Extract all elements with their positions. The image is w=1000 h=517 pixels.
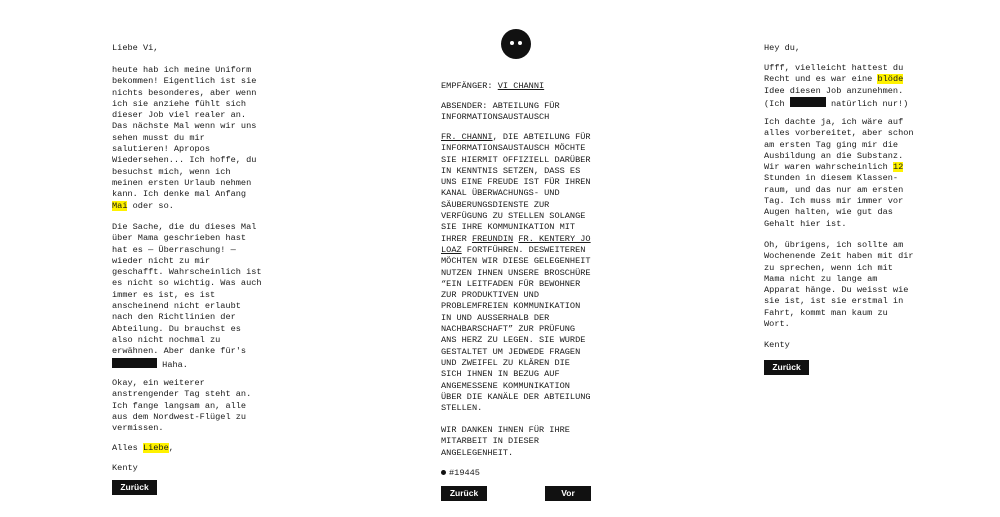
middle-back-button[interactable]: Zurück bbox=[441, 486, 487, 501]
right-p1-text-2: Idee diesen Job anzunehmen. (Ich bbox=[764, 85, 904, 109]
left-closing-tail: , bbox=[168, 443, 174, 453]
right-p2-text: Ich dachte ja, ich wäre auf alles vorbereitet, aber schon am ersten Tag ging mir die Ausbildung an die Substanz. Wir waren wahrscheinlich bbox=[764, 117, 914, 173]
right-p2-tail: Stunden in diesem Klassen- raum, und das nur am ersten Tag. Ich muss mir immer vor Augen halten, wie gut das Gehalt hier ist. bbox=[764, 173, 904, 229]
recipient-name: VI CHANNI bbox=[497, 81, 545, 91]
left-closing-text: Alles bbox=[112, 443, 143, 453]
redaction-bar bbox=[790, 97, 826, 107]
right-paragraph-3: Oh, übrigens, ich sollte am Wochenende Zeit haben mit dir zu sprechen, wenn ich mit Mama nicht zu lange am Apparat hänge. Du weisst wie sie ist, ist sie erstmal in Fahrt, kommt man kaum zu Wort. bbox=[764, 240, 914, 330]
body-text-2: FORTFÜHREN. DESWEITEREN MÖCHTEN WIR DIESE GELEGENHEIT NUTZEN IHNEN UNSERE BROSCHÜRE “EIN LEITFADEN FÜR BEWOHNER ZUR PRODUKTIVEN UND PROBLEMFREIEN KOMMUNIKATION IN UND AUSSERHALB DER NACHBARSCHAFT” ZUR PRÜFUNG ANS HERZ ZU LEGEN. SIE WURDE GESTALTET UM JEDWEDE FRAGEN UND ZWEIFEL ZU KLÄREN DIE SICH IHNEN IN BEZUG AUF ANGEMESSENE KOMMUNIKATION ÜBER DIE KANÄLE DER ABTEILUNG STELLEN. bbox=[441, 244, 591, 414]
right-p1-tail: natürlich nur!) bbox=[825, 98, 909, 109]
bullet-icon bbox=[441, 470, 446, 475]
left-paragraph-1 bbox=[112, 65, 262, 212]
body-name: FR. CHANNI bbox=[441, 132, 493, 142]
notice-sender: ABSENDER: ABTEILUNG FÜR INFORMATIONSAUSTAUSCH bbox=[441, 101, 560, 123]
face-logo-icon bbox=[501, 29, 531, 59]
right-p2-highlight: 12 bbox=[892, 162, 904, 173]
notice-thanks: WIR DANKEN IHNEN FÜR IHRE MITARBEIT IN DIESER ANGELEGENHEIT. bbox=[441, 425, 570, 458]
notice-recipient bbox=[441, 81, 544, 92]
left-greeting: Liebe Vi, bbox=[112, 43, 159, 53]
redaction-bar bbox=[112, 358, 157, 368]
left-p2-text: Die Sache, die du dieses Mal über Mama geschrieben hast hat es — Überraschung! — wieder nicht zu mir geschafft. Wahrscheinlich ist es nicht so wichtig. Was auch immer es ist, es ist anscheinend nicht erlaubt nach den Richtlinien der Abteilung. Du brauchst es also nicht nochmal zu erwähnen. Aber danke für's bbox=[112, 222, 262, 357]
right-back-button[interactable]: Zurück bbox=[764, 360, 809, 375]
body-text-1: , DIE ABTEILUNG FÜR INFORMATIONSAUSTAUSCH MÖCHTE SIE HIERMIT OFFIZIELL DARÜBER IN KENNTNIS SETZEN, DASS ES UNS EINE FREUDE IST FÜR IHREN KANAL ÜBERWACHUNGS- UND SÄUBERUNGSDIENSTE ZUR VERFÜGUNG ZU STELLEN SOLANGE SIE IHRE KOMMUNIKATION MIT IHRER bbox=[441, 132, 591, 244]
left-paragraph-2 bbox=[112, 222, 262, 371]
left-signature: Kenty bbox=[112, 463, 138, 473]
left-p1-tail: oder so. bbox=[127, 200, 174, 211]
right-p1-text: Ufff, vielleicht hattest du Recht und es war eine bbox=[764, 63, 904, 85]
left-p1-text: heute hab ich meine Uniform bekommen! Eigentlich ist sie nichts besonderes, aber wenn ich sie anziehe fühlt sich dieser Job viel realer an. Das nächste Mal wenn wir uns sehen musst du mir salutieren! Apropos Wiedersehen... Ich hoffe, du besuchst mich, wenn ich meinen ersten Urlaub nehmen kann. Ich denke mal Anfang bbox=[112, 65, 257, 200]
right-greeting: Hey du, bbox=[764, 43, 801, 53]
left-paragraph-3: Okay, ein weiterer anstrengender Tag steht an. Ich fange langsam an, alle aus dem Nordwest-Flügel zu vermissen. bbox=[112, 378, 252, 434]
right-signature: Kenty bbox=[764, 340, 790, 350]
notice-ref bbox=[441, 468, 480, 479]
left-p1-highlight: Mai bbox=[112, 200, 128, 211]
next-button[interactable]: Vor bbox=[545, 486, 591, 501]
left-p2-tail: Haha. bbox=[157, 359, 188, 370]
right-p1-highlight: blöde bbox=[877, 74, 904, 85]
ref-number: #19445 bbox=[449, 468, 480, 478]
logo-eye-right bbox=[518, 41, 522, 45]
left-closing bbox=[112, 443, 174, 454]
recipient-label: EMPFÄNGER: bbox=[441, 81, 498, 91]
body-friend: FREUNDIN bbox=[471, 233, 514, 244]
left-back-button[interactable]: Zurück bbox=[112, 480, 157, 495]
right-paragraph-2 bbox=[764, 117, 914, 230]
notice-body bbox=[441, 132, 596, 414]
right-paragraph-1 bbox=[764, 63, 914, 110]
body-kentery: FR. KENTERY JO LOAZ bbox=[441, 233, 591, 255]
logo-eye-left bbox=[510, 41, 514, 45]
left-closing-highlight: Liebe bbox=[142, 443, 169, 453]
